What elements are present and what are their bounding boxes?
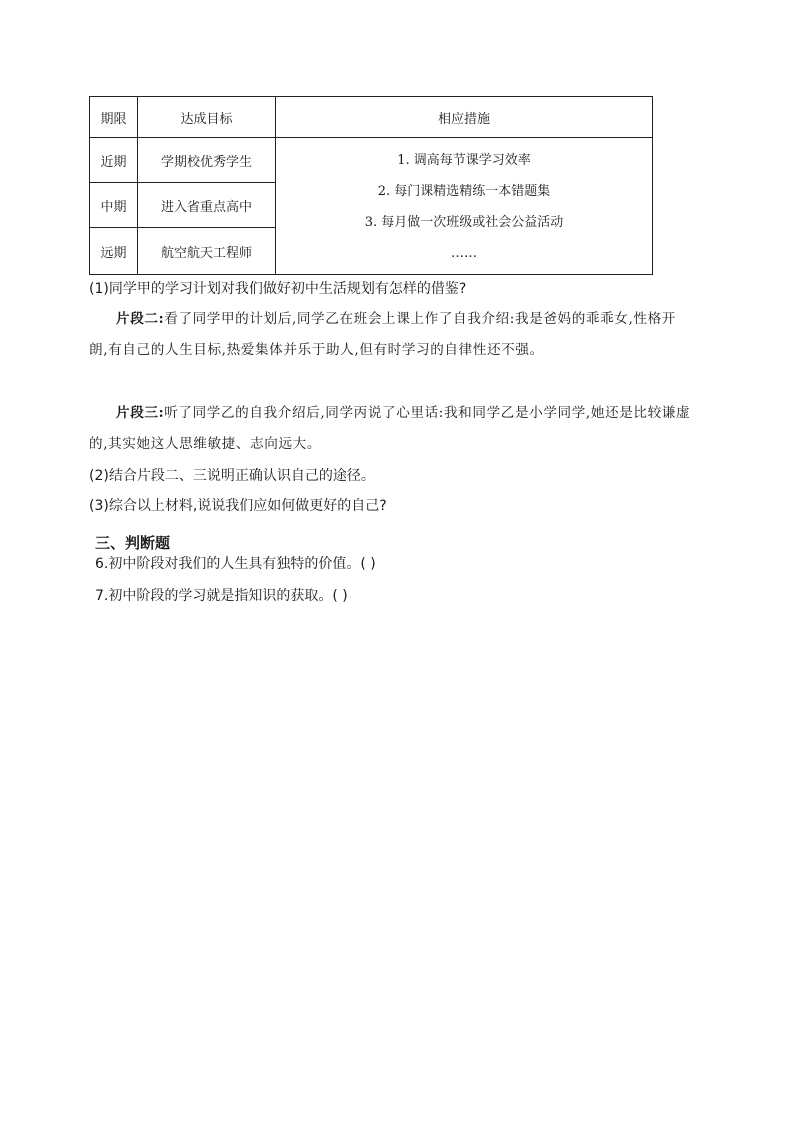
- period-cell: 中期: [90, 183, 138, 228]
- judgement-item-7: 7.初中阶段的学习就是指知识的获取。( ): [95, 588, 348, 604]
- fragment-2: [89, 304, 694, 366]
- goal-cell: 学期校优秀学生: [138, 138, 276, 183]
- fragment-3: [89, 398, 694, 460]
- goal-cell: 航空航天工程师: [138, 228, 276, 275]
- study-plan-table: [89, 96, 653, 275]
- section-3-title: 三、判断题: [95, 534, 171, 552]
- header-measures: 相应措施: [276, 97, 653, 138]
- table-row: [90, 138, 653, 183]
- measure-item: 1. 调高每节课学习效率: [397, 152, 531, 168]
- judgement-item-6: 6.初中阶段对我们的人生具有独特的价值。( ): [95, 556, 376, 572]
- question-1: (1)同学甲的学习计划对我们做好初中生活规划有怎样的借鉴?: [89, 281, 467, 297]
- measure-item: ……: [451, 245, 477, 261]
- question-3: (3)综合以上材料,说说我们应如何做更好的自己?: [89, 498, 387, 514]
- period-cell: 远期: [90, 228, 138, 275]
- measures-cell: [276, 138, 653, 275]
- period-cell: 近期: [90, 138, 138, 183]
- measure-item: 2. 每门课精选精练一本错题集: [377, 183, 551, 199]
- fragment-3-text: 听了同学乙的自我介绍后,同学丙说了心里话:我和同学乙是小学同学,她还是比较谦虚的,其实她这人思维敏捷、志向远大。: [89, 405, 691, 452]
- fragment-2-label: 片段二:: [116, 311, 165, 327]
- question-2: (2)结合片段二、三说明正确认识自己的途径。: [89, 468, 375, 484]
- fragment-3-label: 片段三:: [116, 405, 165, 421]
- table-header-row: [90, 97, 653, 138]
- header-period: 期限: [90, 97, 138, 138]
- measure-item: 3. 每月做一次班级或社会公益活动: [364, 214, 564, 230]
- fragment-2-text: 看了同学甲的计划后,同学乙在班会上课上作了自我介绍:我是爸妈的乖乖女,性格开朗,有自己的人生目标,热爱集体并乐于助人,但有时学习的自律性还不强。: [89, 311, 677, 358]
- header-goal: 达成目标: [138, 97, 276, 138]
- goal-cell: 进入省重点高中: [138, 183, 276, 228]
